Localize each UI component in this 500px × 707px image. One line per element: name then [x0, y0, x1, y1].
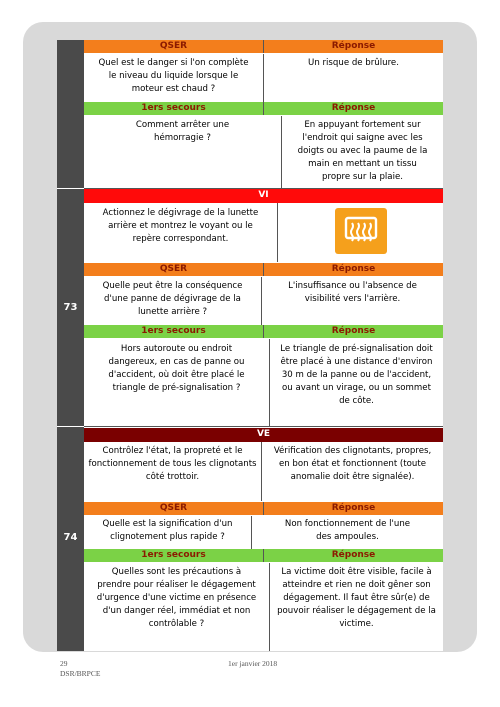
question: Quel est le danger si l'on complète le niveau du liquide lorsque le moteur est chaud ? — [98, 58, 249, 94]
ve-band — [84, 428, 443, 442]
answer: Non fonctionnement de l'une des ampoules. — [251, 516, 443, 549]
reponse-label: Réponse — [263, 502, 443, 515]
qa-row — [84, 516, 443, 549]
question-number: 74 — [63, 531, 78, 543]
icon-cell — [277, 203, 443, 262]
reponse-label: Réponse — [263, 549, 443, 562]
secours-label: 1ers secours — [141, 326, 206, 336]
divider — [84, 426, 443, 427]
reponse-label: Réponse — [263, 263, 443, 276]
question: Comment arrêter une hémorragie ? — [135, 120, 230, 143]
qser-header — [84, 40, 443, 53]
qa-row — [84, 116, 443, 188]
task-answer: Vérification des clignotants, propres, en bon état et fonctionnent (toute anomalie doit être signalée). — [261, 442, 443, 501]
reponse-label: Réponse — [263, 40, 443, 53]
reponse-label: Réponse — [263, 102, 443, 115]
number-column-top — [57, 40, 84, 188]
task-instruction: Contrôlez l'état, la propreté et le fonctionnement de tous les clignotants côté trottoir. — [88, 446, 257, 482]
number-column-74 — [57, 427, 84, 651]
answer: L'insuffisance ou l'absence de visibilité vers l'arrière. — [261, 277, 443, 325]
qa-row — [84, 54, 443, 102]
secours-header — [84, 102, 443, 115]
answer: En appuyant fortement sur l'endroit qui saigne avec les doigts ou avec la paume de la main en mettant un tissu propre sur la plaie. — [281, 116, 443, 188]
qa-row — [84, 563, 443, 651]
vi-band — [84, 189, 443, 203]
page-number: 29 — [60, 659, 68, 668]
qser-label: QSER — [159, 264, 188, 274]
question: Quelles sont les précautions à prendre pour réaliser le dégagement d'urgence d'une victime en présence d'un danger réel, immédiat et non contrôlable ? — [96, 567, 257, 629]
secours-label: 1ers secours — [141, 550, 206, 560]
qser-header — [84, 502, 443, 515]
secours-header — [84, 549, 443, 562]
secours-header — [84, 325, 443, 338]
qser-label: QSER — [159, 503, 188, 513]
qser-header — [84, 263, 443, 276]
org-label: DSR/BRPCE — [60, 669, 101, 678]
question: Quelle est la signification d'un clignotement plus rapide ? — [102, 519, 233, 542]
answer: La victime doit être visible, facile à atteindre et rien ne doit gêner son dégagement. Il faut être sûr(e) de pouvoir réaliser le dégagement de la victime. — [269, 563, 443, 651]
secours-label: 1ers secours — [141, 103, 206, 113]
band-label: VE — [256, 429, 271, 439]
task-row — [84, 442, 443, 501]
task-row — [84, 203, 443, 262]
qser-label: QSER — [159, 41, 188, 51]
qa-row — [84, 339, 443, 426]
question-number: 73 — [63, 302, 78, 313]
question: Hors autoroute ou endroit dangereux, en cas de panne ou d'accident, où doit être placé le triangle de pré-signalisation ? — [108, 344, 245, 393]
question: Quelle peut être la conséquence d'une panne de dégivrage de la lunette arrière ? — [102, 281, 243, 317]
task-instruction: Actionnez le dégivrage de la lunette arrière et montrez le voyant ou le repère correspondant. — [102, 208, 259, 244]
number-column-73 — [57, 189, 84, 426]
answer: Le triangle de pré-signalisation doit être placé à une distance d'environ 30 m de la panne ou de l'accident, ou avant un virage, ou un sommet de côte. — [269, 339, 443, 426]
answer: Un risque de brûlure. — [263, 54, 443, 102]
rear-defrost-icon — [335, 208, 387, 254]
band-label: VI — [258, 190, 269, 200]
reponse-label: Réponse — [263, 325, 443, 338]
date-label: 1er janvier 2018 — [228, 659, 278, 668]
qa-row — [84, 277, 443, 325]
